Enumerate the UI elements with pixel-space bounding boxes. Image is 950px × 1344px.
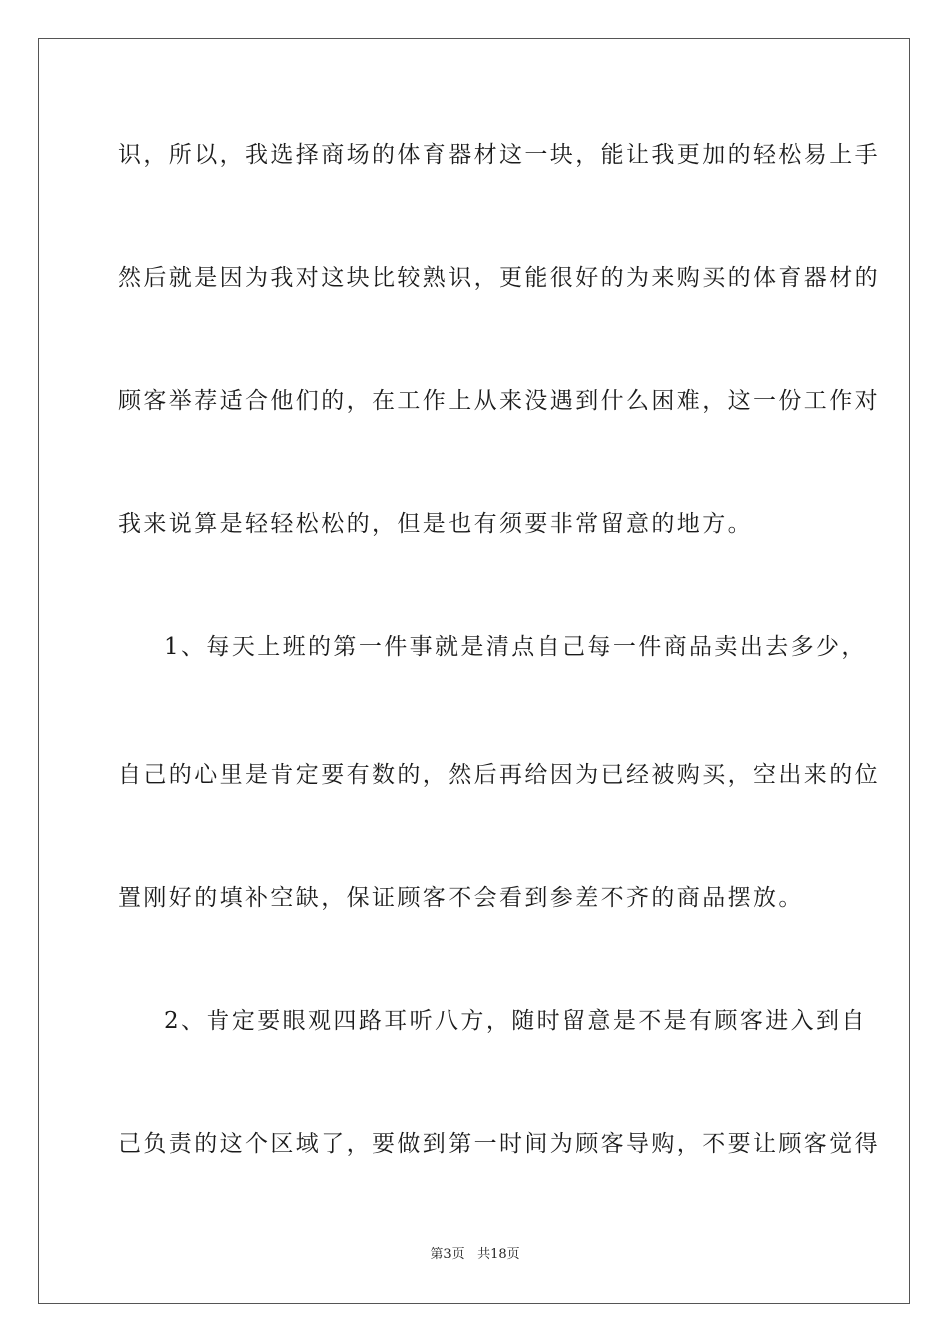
- body-text-line: 自己的心里是肯定要有数的，然后再给因为已经被购买，空出来的位: [118, 762, 880, 788]
- body-text-line: 识，所以，我选择商场的体育器材这一块，能让我更加的轻松易上手: [118, 142, 880, 168]
- body-text-line: 然后就是因为我对这块比较熟识，更能很好的为来购买的体育器材的: [118, 265, 880, 291]
- page-number: 第3页: [430, 1247, 465, 1262]
- body-text-line: 顾客举荐适合他们的，在工作上从来没遇到什么困难，这一份工作对: [118, 388, 880, 414]
- page-frame: [38, 38, 910, 1304]
- list-item-1-line: 1、每天上班的第一件事就是清点自己每一件商品卖出去多少，: [164, 634, 867, 660]
- list-item-2-line: 2、肯定要眼观四路耳听八方，随时留意是不是有顾客进入到自: [164, 1008, 867, 1034]
- page-footer: [0, 1246, 950, 1264]
- body-text-line: 己负责的这个区域了，要做到第一时间为顾客导购，不要让顾客觉得: [118, 1131, 880, 1157]
- body-text-line: 我来说算是轻轻松松的，但是也有须要非常留意的地方。: [118, 511, 753, 537]
- body-text-line: 置刚好的填补空缺，保证顾客不会看到参差不齐的商品摆放。: [118, 885, 804, 911]
- page-total: 共18页: [477, 1247, 520, 1262]
